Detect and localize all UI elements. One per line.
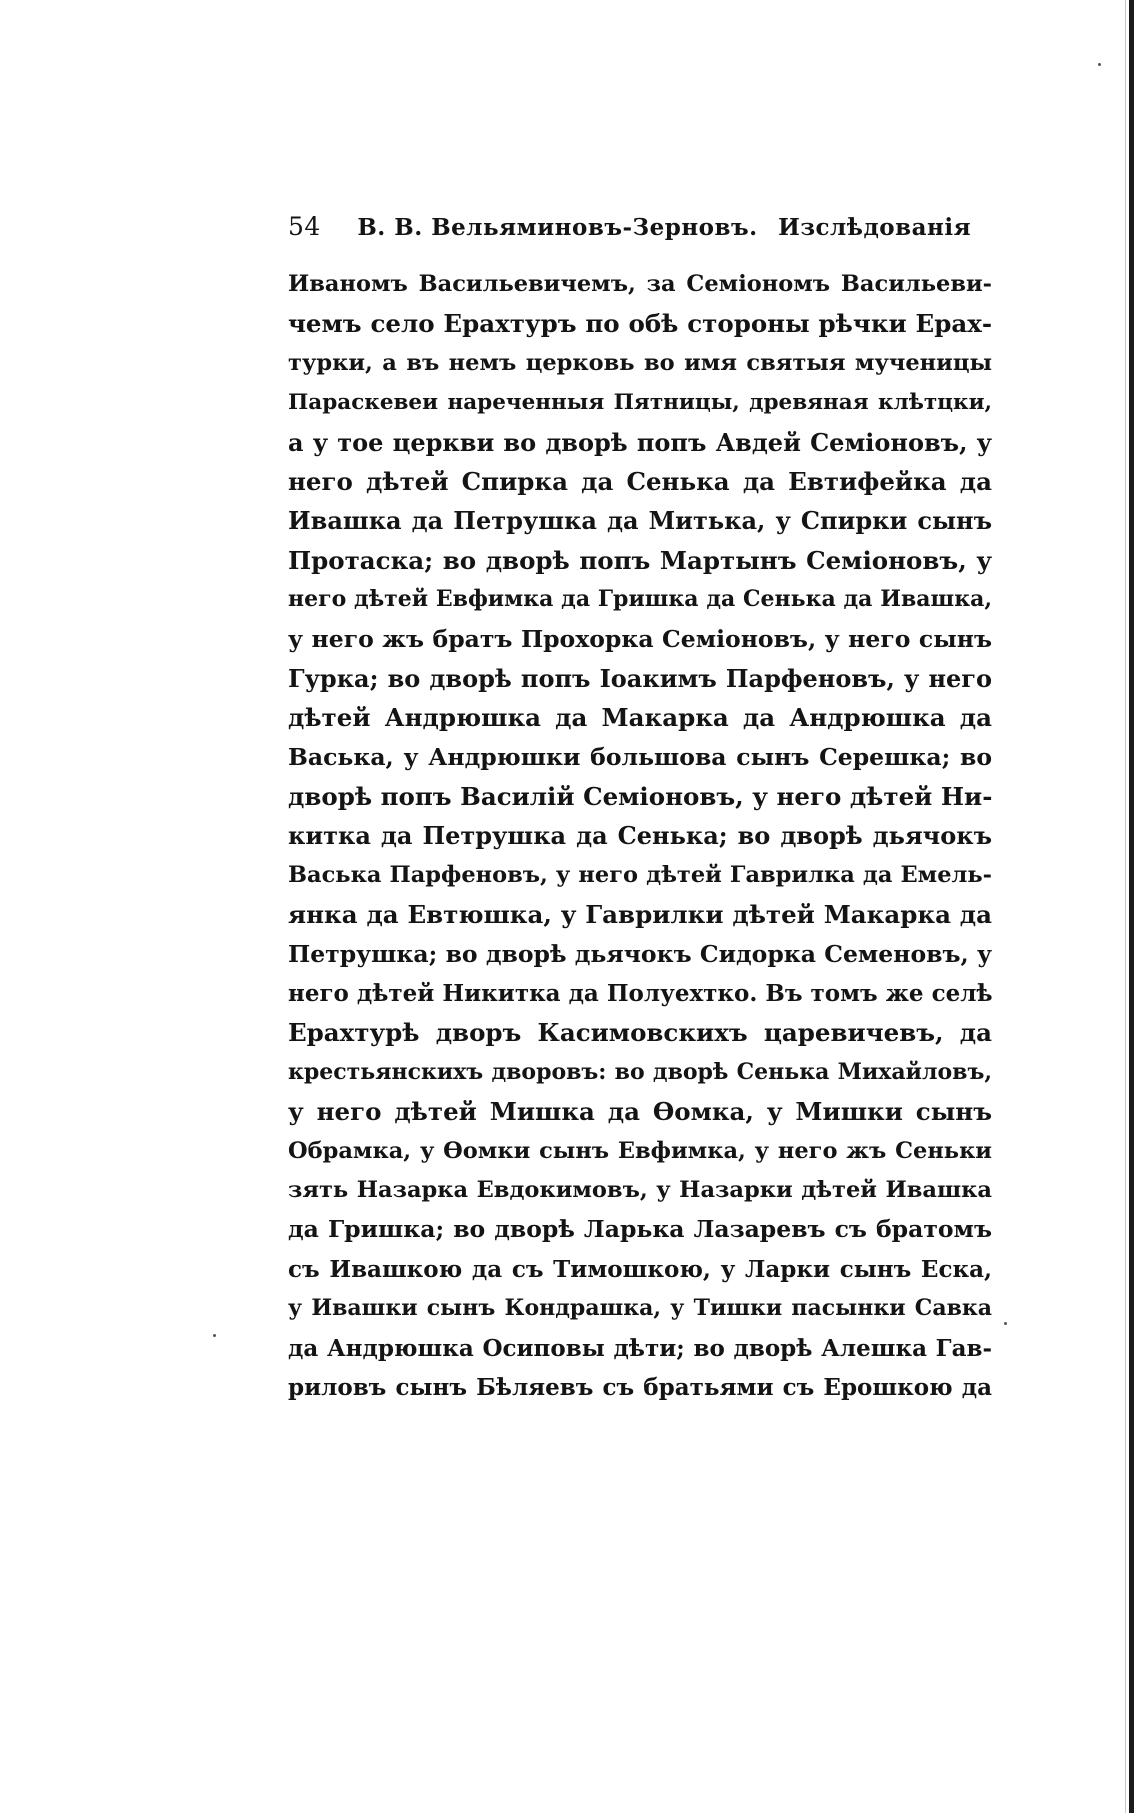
text-line: Петрушка; во дворѣ дьячокъ Сидорка Семеновъ, у (288, 939, 992, 968)
text-line: дѣтей Андрюшка да Макарка да Андрюшка да (288, 703, 992, 733)
text-line: Гурка; во дворѣ попъ Іоакимъ Парфеновъ, у него (288, 663, 992, 693)
text-line: съ Ивашкою да съ Тимошкою, у Ларки сынъ Еска, (288, 1255, 992, 1283)
page-number: 54 (288, 212, 321, 241)
text-line: риловъ сынъ Бѣляевъ съ братьями съ Ерошкою да (288, 1373, 992, 1401)
text-line: у него жъ братъ Прохорка Семіоновъ, у него сынъ (288, 624, 992, 653)
running-header (288, 212, 988, 242)
text-line: Параскевеи нареченныя Пятницы, древяная клѣтцки, (288, 390, 992, 416)
text-line: крестьянскихъ дворовъ: во дворѣ Сенька Михайловъ, (288, 1058, 992, 1085)
text-line: китка да Петрушка да Сенька; во дворѣ дьячокъ (288, 821, 992, 851)
page-edge-shadow (1129, 0, 1134, 1813)
text-line: чемъ село Ерахтуръ по обѣ стороны рѣчки Ерах- (288, 309, 992, 339)
text-line: Обрамка, у Ѳомки сынъ Евфимка, у него жъ Сеньки (288, 1137, 992, 1164)
text-line: янка да Евтюшка, у Гаврилки дѣтей Макарка да (288, 900, 992, 930)
text-line: Ерахтурѣ дворъ Касимовскихъ царевичевъ, да (288, 1018, 992, 1048)
text-line: Васька, у Андрюшки большова сынъ Серешка; во (288, 742, 992, 771)
text-line: да Гришка; во дворѣ Ларька Лазаревъ съ братомъ (288, 1215, 992, 1244)
text-line: него дѣтей Спирка да Сенька да Евтифейка да (288, 466, 992, 496)
scan-speck (1004, 1322, 1007, 1325)
text-line: него дѣтей Никитка да Полуехтко. Въ томъ же селѣ (288, 980, 993, 1008)
text-line: него дѣтей Евфимка да Гришка да Сенька да Ивашка, (288, 586, 992, 613)
text-line: Протаска; во дворѣ попъ Мартынъ Семіоновъ, у (288, 545, 992, 575)
text-line: у него дѣтей Мишка да Ѳомка, у Мишки сынъ (288, 1097, 992, 1127)
page-edge-line (1125, 0, 1126, 1813)
text-line: дворѣ попъ Василій Семіоновъ, у него дѣтей Ни- (288, 782, 993, 812)
running-author: В. В. Вельяминовъ-Зерновъ. (357, 214, 758, 241)
scan-speck (1098, 63, 1101, 66)
body-text (288, 265, 992, 1407)
text-line: турки, а въ немъ церковь во имя святыя мученицы (288, 349, 992, 376)
text-line: да Андрюшка Осиповы дѣти; во дворѣ Алешка Гав- (288, 1334, 992, 1362)
text-line: у Ивашки сынъ Кондрашка, у Тишки пасынки Савка (288, 1295, 992, 1322)
text-line: Васька Парфеновъ, у него дѣтей Гаврилка да Емель- (288, 861, 992, 888)
scan-speck (213, 1334, 216, 1337)
text-line: Ивашка да Петрушка да Митька, у Спирки сынъ (288, 506, 992, 536)
running-title: Изслѣдованія (778, 214, 972, 241)
text-line: а у тое церкви во дворѣ попъ Авдей Семіоновъ, у (288, 427, 992, 457)
text-line: зять Назарка Евдокимовъ, у Назарки дѣтей Ивашка (288, 1176, 992, 1203)
text-line: Иваномъ Васильевичемъ, за Семіономъ Васильеви- (288, 271, 992, 297)
